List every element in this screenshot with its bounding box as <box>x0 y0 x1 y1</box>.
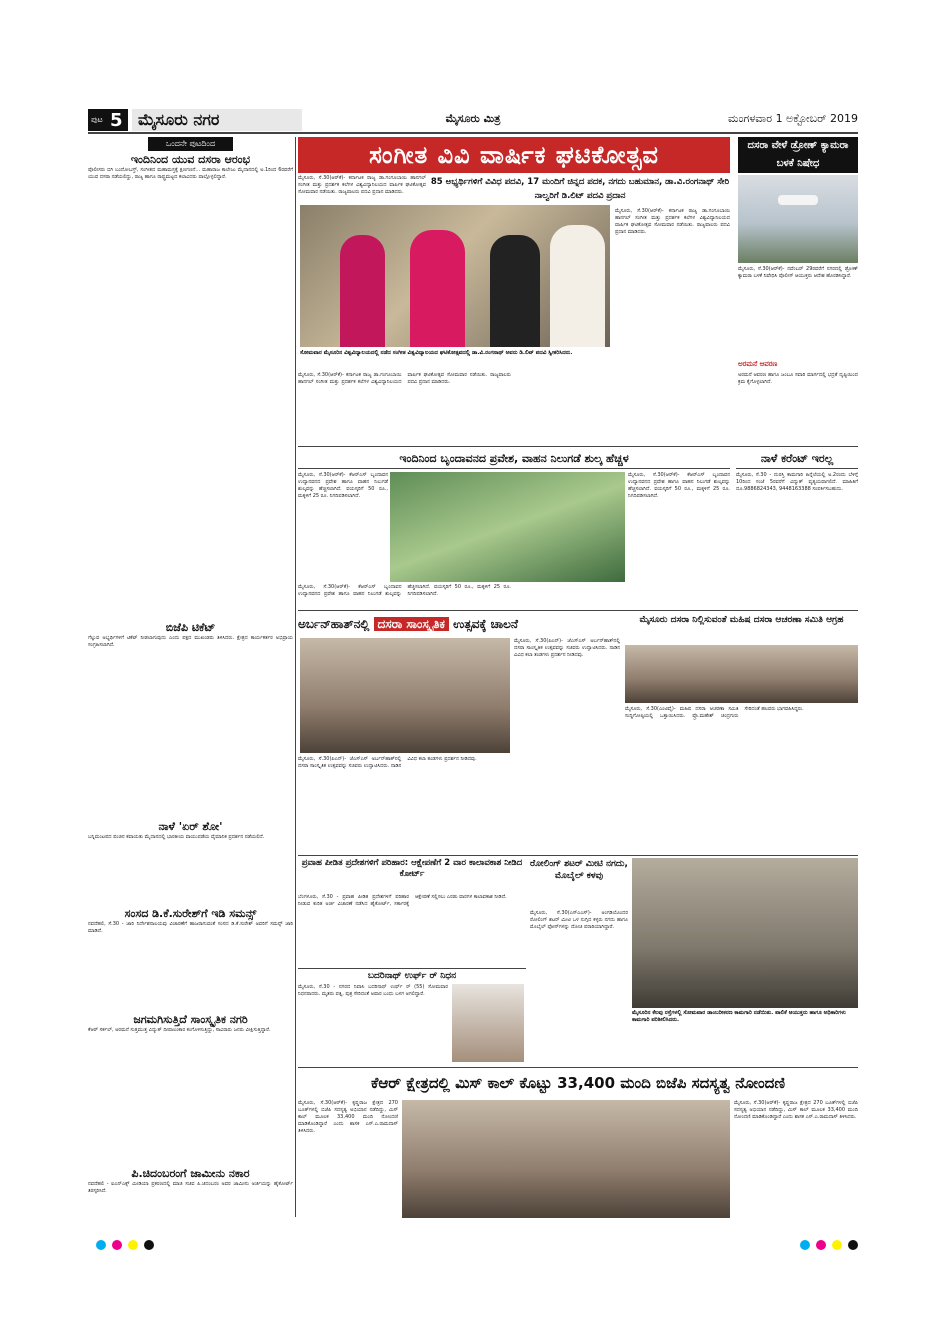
registration-mark <box>848 1240 858 1250</box>
left-column <box>88 137 293 1219</box>
issue-date: ಮಂಗಳವಾರ 1 ಅಕ್ಟೋಬರ್ 2019 <box>728 112 858 125</box>
brindavan-body-right: ಮೈಸೂರು, ಸೆ.30(ಆರ್‌ಕೆ)- ಕೆಆರ್‌ಎಸ್ ಬೃಂದಾವನ ಉದ್ಯಾನವನದ ಪ್ರವೇಶ ಹಾಗೂ ವಾಹನ ನಿಲುಗಡೆ ಶುಲ್ಕವನ್ನು ಹೆಚ್ಚಿಸಲಾಗಿದೆ. ವಯಸ್ಕರಿಗೆ 50 ರೂ., ಮಕ್ಕಳಿಗೆ 25 ರೂ. ನಿಗದಿಪಡಿಸಲಾಗಿದೆ. <box>628 472 730 499</box>
story-headline: ಇಂದಿನಿಂದ ಯುವ ದಸರಾ ಆರಂಭ <box>130 153 251 166</box>
story-chidambaram <box>88 1167 293 1219</box>
power-cut-body: ಮೈಸೂರು, ಸೆ.30 - ದುರಸ್ತಿ ಕಾಮಗಾರಿ ಹಿನ್ನೆಲೆಯಲ್ಲಿ ಅ.2ರಂದು ಬೆಳಿಗ್ಗೆ 10ರಿಂದ ಸಂಜೆ 5ರವರೆಗೆ ವಿದ್ಯುತ್ ವ್ಯತ್ಯಯವಾಗಲಿದೆ. ಮಾಹಿತಿಗೆ ದೂ.9886824343, 9448163388 ಸಂಪರ್ಕಿಸಬಹುದು. <box>736 472 858 492</box>
power-cut-headline: ನಾಳೆ ಕರೆಂಟ್ ಇರಲ್ಲ <box>736 449 858 469</box>
mid-rule <box>298 610 858 611</box>
mahisha-body: ಮೈಸೂರು, ಸೆ.30(ಎಂಟಿವೈ)- ಮಹಿಷ ದಸರಾ ಆಚರಣಾ ಸಮಿತಿ ಸುದ್ದಿಗೋಷ್ಠಿಯಲ್ಲಿ ಒತ್ತಾಯಿಸಿದರು. ಪ್ರೊ.ಮಹೇಶ್ ಚಂದ್ರಗುರು ಸೇರಿದಂತೆ ಹಲವರು ಭಾಗವಹಿಸಿದ್ದರು. <box>625 706 804 719</box>
road-asphalt-photo <box>632 858 858 1008</box>
lead-body-right: ಮೈಸೂರು, ಸೆ.30(ಆರ್‌ಕೆ)- ಕರ್ನಾಟಕ ರಾಜ್ಯ ಡಾ.ಗಂಗೂಬಾಯಿ ಹಾನಗಲ್ ಸಂಗೀತ ಮತ್ತು ಪ್ರದರ್ಶಕ ಕಲೆಗಳ ವಿಶ್ವವಿದ್ಯಾನಿಲಯದ ವಾರ್ಷಿಕ ಘಟಿಕೋತ್ಸವ ಸೋಮವಾರ ನಡೆಯಿತು. ರಾಜ್ಯಪಾಲರು ಪದವಿ ಪ್ರದಾನ ಮಾಡಿದರು. <box>615 208 730 235</box>
graduate-figure <box>490 235 540 347</box>
bottom-body-left: ಮೈಸೂರು, ಸೆ.30(ಆರ್‌ಕೆ)- ಕೃಷ್ಣರಾಜ ಕ್ಷೇತ್ರದ 270 ಬೂತ್‌ಗಳಲ್ಲಿ ಬಿಜೆಪಿ ಸದಸ್ಯತ್ವ ಅಭಿಯಾನ ನಡೆದಿದ್ದು, ಮಿಸ್ ಕಾಲ್ ಮೂಲಕ 33,400 ಮಂದಿ ನೋಂದಣಿ ಮಾಡಿಕೊಂಡಿದ್ದಾರೆ ಎಂದು ಶಾಸಕ ಎಸ್.ಎ.ರಾಮದಾಸ್ ತಿಳಿಸಿದರು. <box>298 1100 398 1134</box>
flood-body: ಬೆಂಗಳೂರು, ಸೆ.30 - ಪ್ರವಾಹ ಪೀಡಿತ ಪ್ರದೇಶಗಳಿಗೆ ಪರಿಹಾರ ನೀಡುವ ಕುರಿತ ಅರ್ಜಿ ವಿಚಾರಣೆ ನಡೆಸಿದ ಹೈಕೋರ್ಟ್, ಸರ್ಕಾರಕ್ಕೆ ಆಕ್ಷೇಪಣೆ ಸಲ್ಲಿಸಲು ಎರಡು ವಾರಗಳ ಕಾಲಾವಕಾಶ ನೀಡಿದೆ. <box>298 894 507 907</box>
registration-mark <box>800 1240 810 1250</box>
story-cultural-city <box>88 1013 293 1163</box>
page-label: ಪುಟ <box>91 115 103 124</box>
lead-body-left: ಮೈಸೂರು, ಸೆ.30(ಆರ್‌ಕೆ)- ಕರ್ನಾಟಕ ರಾಜ್ಯ ಡಾ.ಗಂಗೂಬಾಯಿ ಹಾನಗಲ್ ಸಂಗೀತ ಮತ್ತು ಪ್ರದರ್ಶಕ ಕಲೆಗಳ ವಿಶ್ವವಿದ್ಯಾನಿಲಯದ ವಾರ್ಷಿಕ ಘಟಿಕೋತ್ಸವ ಸೋಮವಾರ ನಡೆಯಿತು. ರಾಜ್ಯಪಾಲರು ಪದವಿ ಪ್ರದಾನ ಮಾಡಿದರು. <box>298 175 426 195</box>
lead-ceremony-photo <box>300 205 610 347</box>
story-body: ಬನ್ನಿಮಂಟಪದ ಪಂಜಿನ ಕವಾಯತು ಮೈದಾನದಲ್ಲಿ ಭಾರತೀಯ ವಾಯುಪಡೆಯ ವೈಮಾನಿಕ ಪ್ರದರ್ಶನ ನಡೆಯಲಿದೆ. <box>88 834 265 840</box>
rolling-shutter-body: ಮೈಸೂರು, ಸೆ.30(ಎಸ್‌ಎಎಸ್)- ಅಂಗಡಿಯೊಂದರ ರೋಲಿಂಗ್ ಶಟರ್ ಮೀಟಿ ಒಳ ನುಗ್ಗಿದ ಕಳ್ಳರು ನಗದು ಹಾಗೂ ಮೊಬೈಲ್ ಫೋನ್‌ಗಳನ್ನು ದೋಚಿ ಪರಾರಿಯಾಗಿದ್ದಾರೆ. <box>530 910 628 930</box>
story-headline: ನಾಳೆ 'ಏರ್ ಶೋ' <box>158 820 223 833</box>
lead-headline: ಸಂಗೀತ ವಿವಿ ವಾರ್ಷಿಕ ಘಟಿಕೋತ್ಸವ <box>298 137 730 173</box>
paper-name: ಮೈಸೂರು ಮಿತ್ರ <box>445 112 501 125</box>
brindavan-body: ಮೈಸೂರು, ಸೆ.30(ಆರ್‌ಕೆ)- ಕೆಆರ್‌ಎಸ್ ಬೃಂದಾವನ ಉದ್ಯಾನವನದ ಪ್ರವೇಶ ಹಾಗೂ ವಾಹನ ನಿಲುಗಡೆ ಶುಲ್ಕವನ್ನು ಹೆಚ್ಚಿಸಲಾಗಿದೆ. ವಯಸ್ಕರಿಗೆ 50 ರೂ., ಮಕ್ಕಳಿಗೆ 25 ರೂ. ನಿಗದಿಪಡಿಸಲಾಗಿದೆ. <box>298 472 388 499</box>
graduate-figure <box>340 235 385 347</box>
story-bjp-ticket <box>88 621 293 801</box>
story-body: ನವದೆಹಲಿ - ಐಎನ್‌ಎಕ್ಸ್ ಮೀಡಿಯಾ ಪ್ರಕರಣದಲ್ಲಿ ಮಾಜಿ ಸಚಿವ ಪಿ.ಚಿದಂಬರಂ ಅವರ ಜಾಮೀನು ಅರ್ಜಿಯನ್ನು ಹೈಕೋರ್ಟ್ ತಿರಸ್ಕರಿಸಿದೆ. <box>88 1181 293 1194</box>
road-caption: ಮೈಸೂರಿನ ಕೆಲವು ರಸ್ತೆಗಳಲ್ಲಿ ಸೋಮವಾರ ಡಾಂಬರೀಕರಣ ಕಾಮಗಾರಿ ನಡೆಯಿತು. ಪಾಲಿಕೆ ಆಯುಕ್ತರು ಹಾಗೂ ಅಧಿಕಾರಿಗಳು ಕಾಮಗಾರಿ ಪರಿಶೀಲಿಸಿದರು. <box>632 1010 846 1023</box>
story-yuva-dasara <box>88 153 293 379</box>
story-headline: ಪಿ.ಚಿದಂಬರಂಗೆ ಜಾಮೀನು ನಕಾರ <box>131 1167 250 1180</box>
lead-subhead: 85 ಅಭ್ಯರ್ಥಿಗಳಿಗೆ ವಿವಿಧ ಪದವಿ, 17 ಮಂದಿಗೆ ಚಿನ್ನದ ಪದಕ, ನಗದು ಬಹುಮಾನ, ಡಾ.ವಿ.ರಂಗನಾಥ್ ಸೇರಿ ನಾಲ್ವರಿಗೆ ಡಿ.ಲಿಟ್ ಪದವಿ ಪ್ರದಾನ <box>430 177 730 201</box>
registration-mark <box>96 1240 106 1250</box>
graduate-figure <box>410 230 465 347</box>
urban-haat-body-bottom: ಮೈಸೂರು, ಸೆ.30(ಪಿಎನ್)- ಜೆಎಸ್‌ಎಸ್ ಅರ್ಬನ್‌ಹಾತ್‌ನಲ್ಲಿ ದಸರಾ ಸಾಂಸ್ಕೃತಿಕ ಉತ್ಸವವನ್ನು ಸಚಿವರು ಉದ್ಘಾಟಿಸಿದರು. ನಾಡಿನ ವಿವಿಧ ಕಲಾ ತಂಡಗಳು ಪ್ರದರ್ಶನ ನೀಡಿದವು. <box>298 756 477 769</box>
story-headline: ಜಗಮಗಿಸುತ್ತಿದೆ ಸಾಂಸ್ಕೃತಿಕ ನಗರಿ <box>133 1013 248 1026</box>
page-number-badge <box>88 109 128 131</box>
mahisha-headline: ಮೈಸೂರು ದಸರಾ ನಿಲ್ಲಿಸುವಂತೆ ಮಹಿಷ ದಸರಾ ಆಚರಣಾ ಸಮಿತಿ ಆಗ್ರಹ <box>639 615 844 625</box>
mahisha-press-photo <box>625 645 858 703</box>
urban-haat-headline <box>298 613 620 635</box>
urban-haat-photo <box>300 638 510 753</box>
masthead-rule <box>88 132 858 134</box>
bjp-meeting-photo <box>402 1100 730 1218</box>
urban-haat-headline-b: ದಸರಾ ಸಾಂಸ್ಕೃತಿಕ <box>374 617 449 631</box>
registration-mark <box>144 1240 154 1250</box>
drone-headline: ದಸರಾ ವೇಳೆ ಡ್ರೋಣ್ ಕ್ಯಾಮರಾ ಬಳಕೆ ನಿಷೇಧ <box>738 137 858 173</box>
registration-mark <box>816 1240 826 1250</box>
story-body: ಪೊಲೀಸರು ಬಿಗಿ ಬಂದೋಬಸ್ತ್, ಸಂಗೀತದ ಮಹಾಮಸ್ತಕ್ಕೆ ಕ್ಷಣಗಣನೆ... ಮಹಾರಾಜ ಕಾಲೇಜು ಮೈದಾನದಲ್ಲಿ ಅ.1ರಿಂದ 6ರವರೆಗೆ ಯುವ ದಸರಾ ನಡೆಯಲಿದ್ದು, ರಾಜ್ಯ ಹಾಗೂ ರಾಷ್ಟ್ರಮಟ್ಟದ ಕಲಾವಿದರು ಪಾಲ್ಗೊಳ್ಳಲಿದ್ದಾರೆ. <box>88 167 293 180</box>
lower-mid-rule <box>298 855 858 856</box>
brindavan-garden-photo <box>390 472 625 582</box>
lead-caption: ಸೋಮವಾರ ಮೈಸೂರಿನ ವಿಶ್ವವಿದ್ಯಾಲಯದಲ್ಲಿ ನಡೆದ ಸಂಗೀತ ವಿಶ್ವವಿದ್ಯಾಲಯದ ಘಟಿಕೋತ್ಸವದಲ್ಲಿ ಡಾ.ವಿ.ರಂಗನಾಥ್ ಅವರು ಡಿ.ಲಿಟ್ ಪದವಿ ಸ್ವೀಕರಿಸಿದರು. <box>300 350 573 356</box>
story-dk-suresh <box>88 907 293 987</box>
bottom-rule <box>298 1067 858 1068</box>
bottom-headline: ಕೆಆರ್ ಕ್ಷೇತ್ರದಲ್ಲಿ ಮಿಸ್ ಕಾಲ್ ಕೊಟ್ಟು 33,400 ಮಂದಿ ಬಿಜೆಪಿ ಸದಸ್ಯತ್ವ ನೋಂದಣಿ <box>371 1074 785 1092</box>
obituary-body: ಮೈಸೂರು, ಸೆ.30 - ನಗರದ ನಿವಾಸಿ ಬದರಿನಾಥ್ ಉರ್ಫ್ ರ್ (55) ಸೋಮವಾರ ನಿಧನರಾದರು. ಮೃತರು ಪತ್ನಿ, ಪುತ್ರ ಸೇರಿದಂತೆ ಅಪಾರ ಬಂಧು ಬಳಗ ಅಗಲಿದ್ದಾರೆ. <box>298 984 448 997</box>
story-air-show <box>88 820 293 900</box>
lead-bottom-rule <box>298 446 858 447</box>
story-body: ಗೆಲ್ಲುವ ಅಭ್ಯರ್ಥಿಗಳಿಗೆ ಟಿಕೆಟ್ ನೀಡಲಾಗುವುದು ಎಂದು ಪಕ್ಷದ ಮುಖಂಡರು ತಿಳಿಸಿದರು. ಕ್ಷೇತ್ರದ ಕಾರ್ಯಕರ್ತರ ಅಭಿಪ್ರಾಯ ಸಂಗ್ರಹಿಸಲಾಗಿದೆ. <box>88 635 293 648</box>
urban-haat-headline-c: ಉತ್ಸವಕ್ಕೆ ಚಾಲನೆ <box>453 617 518 631</box>
registration-mark <box>112 1240 122 1250</box>
bottom-body-right: ಮೈಸೂರು, ಸೆ.30(ಆರ್‌ಕೆ)- ಕೃಷ್ಣರಾಜ ಕ್ಷೇತ್ರದ 270 ಬೂತ್‌ಗಳಲ್ಲಿ ಬಿಜೆಪಿ ಸದಸ್ಯತ್ವ ಅಭಿಯಾನ ನಡೆದಿದ್ದು, ಮಿಸ್ ಕಾಲ್ ಮೂಲಕ 33,400 ಮಂದಿ ನೋಂದಣಿ ಮಾಡಿಕೊಂಡಿದ್ದಾರೆ ಎಂದು ಶಾಸಕ ಎಸ್.ಎ.ರಾಮದಾಸ್ ತಿಳಿಸಿದರು. <box>734 1100 858 1120</box>
story-body: ಕೆಆರ್ ಸರ್ಕಲ್, ಅರಮನೆ ಸುತ್ತಮುತ್ತ ವಿದ್ಯುತ್ ದೀಪಾಲಂಕಾರ ಕಂಗೊಳಿಸುತ್ತಿದ್ದು, ಸಾವಿರಾರು ಜನರು ವೀಕ್ಷಿಸುತ್ತಿದ್ದಾರೆ. <box>88 1027 271 1033</box>
left-column-rule <box>295 137 296 1217</box>
section-title: ಮೈಸೂರು ನಗರ <box>132 109 302 131</box>
obituary-portrait <box>452 984 524 1062</box>
masthead <box>88 103 858 135</box>
drone-subhead: ಅರಮನೆ ಆವರಣ <box>738 360 778 368</box>
drone-body: ಮೈಸೂರು, ಸೆ.30(ಆರ್‌ಕೆ)- ನವೆಂಬರ್ 29ರವರೆಗೆ ನಗರದಲ್ಲಿ ಡ್ರೋಣ್ ಕ್ಯಾಮರಾ ಬಳಕೆ ನಿಷೇಧಿಸಿ ಪೊಲೀಸ್ ಆಯುಕ್ತರು ಆದೇಶ ಹೊರಡಿಸಿದ್ದಾರೆ. <box>738 266 858 279</box>
drone-sub-body: ಅರಮನೆ ಆವರಣ ಹಾಗೂ ಜಂಬೂ ಸವಾರಿ ಮಾರ್ಗದಲ್ಲಿ ಭದ್ರತೆ ದೃಷ್ಟಿಯಿಂದ ಕ್ರಮ ಕೈಗೊಳ್ಳಲಾಗಿದೆ. <box>738 372 858 385</box>
urban-haat-headline-a: ಅರ್ಬನ್‌ಹಾತ್‌ನಲ್ಲಿ <box>298 617 370 631</box>
registration-mark <box>128 1240 138 1250</box>
story-headline: ಬಿಜೆಪಿ ಟಿಕೆಟ್ <box>165 621 216 634</box>
page-number: 5 <box>110 110 123 131</box>
brindavan-body-bottom: ಮೈಸೂರು, ಸೆ.30(ಆರ್‌ಕೆ)- ಕೆಆರ್‌ಎಸ್ ಬೃಂದಾವನ ಉದ್ಯಾನವನದ ಪ್ರವೇಶ ಹಾಗೂ ವಾಹನ ನಿಲುಗಡೆ ಶುಲ್ಕವನ್ನು ಹೆಚ್ಚಿಸಲಾಗಿದೆ. ವಯಸ್ಕರಿಗೆ 50 ರೂ., ಮಕ್ಕಳಿಗೆ 25 ರೂ. ನಿಗದಿಪಡಿಸಲಾಗಿದೆ. <box>298 584 511 597</box>
graduate-figure <box>550 225 605 347</box>
flood-headline: ಪ್ರವಾಹ ಪೀಡಿತ ಪ್ರದೇಶಗಳಿಗೆ ಪರಿಹಾರ: ಆಕ್ಷೇಪಣೆಗೆ 2 ವಾರ ಕಾಲಾವಕಾಶ ನೀಡಿದ ಕೋರ್ಟ್ <box>301 858 523 879</box>
drone-photo <box>738 175 858 263</box>
urban-haat-body: ಮೈಸೂರು, ಸೆ.30(ಪಿಎನ್)- ಜೆಎಸ್‌ಎಸ್ ಅರ್ಬನ್‌ಹಾತ್‌ನಲ್ಲಿ ದಸರಾ ಸಾಂಸ್ಕೃತಿಕ ಉತ್ಸವವನ್ನು ಸಚಿವರು ಉದ್ಘಾಟಿಸಿದರು. ನಾಡಿನ ವಿವಿಧ ಕಲಾ ತಂಡಗಳು ಪ್ರದರ್ಶನ ನೀಡಿದವು. <box>514 638 620 658</box>
rolling-shutter-headline: ರೋಲಿಂಗ್ ಶಟರ್ ಮೀಟಿ ನಗದು, ಮೊಬೈಲ್ ಕಳವು <box>530 859 628 881</box>
brindavan-headline: ಇಂದಿನಿಂದ ಬೃಂದಾವನದ ಪ್ರವೇಶ, ವಾಹನ ನಿಲುಗಡೆ ಶುಲ್ಕ ಹೆಚ್ಚಳ <box>298 449 730 469</box>
registration-mark <box>832 1240 842 1250</box>
drone-icon <box>778 195 818 205</box>
obituary-headline: ಬದರಿನಾಥ್ ಉರ್ಫ್ ರ್ ನಿಧನ <box>298 968 526 982</box>
lead-body-bottom: ಮೈಸೂರು, ಸೆ.30(ಆರ್‌ಕೆ)- ಕರ್ನಾಟಕ ರಾಜ್ಯ ಡಾ.ಗಂಗೂಬಾಯಿ ಹಾನಗಲ್ ಸಂಗೀತ ಮತ್ತು ಪ್ರದರ್ಶಕ ಕಲೆಗಳ ವಿಶ್ವವಿದ್ಯಾನಿಲಯದ ವಾರ್ಷಿಕ ಘಟಿಕೋತ್ಸವ ಸೋಮವಾರ ನಡೆಯಿತು. ರಾಜ್ಯಪಾಲರು ಪದವಿ ಪ್ರದಾನ ಮಾಡಿದರು. <box>298 372 511 385</box>
continued-kicker: ಒಂದನೇ ಪುಟದಿಂದ <box>148 137 233 151</box>
story-body: ನವದೆಹಲಿ, ಸೆ.30 - ಜಾರಿ ನಿರ್ದೇಶನಾಲಯವು ವಿಚಾರಣೆಗೆ ಹಾಜರಾಗುವಂತೆ ಸಂಸದ ಡಿ.ಕೆ.ಸುರೇಶ್ ಅವರಿಗೆ ಸಮನ್ಸ್ ಜಾರಿ ಮಾಡಿದೆ. <box>88 921 293 934</box>
story-headline: ಸಂಸದ ಡಿ.ಕೆ.ಸುರೇಶ್‌ಗೆ ಇಡಿ ಸಮನ್ಸ್ <box>124 907 257 920</box>
